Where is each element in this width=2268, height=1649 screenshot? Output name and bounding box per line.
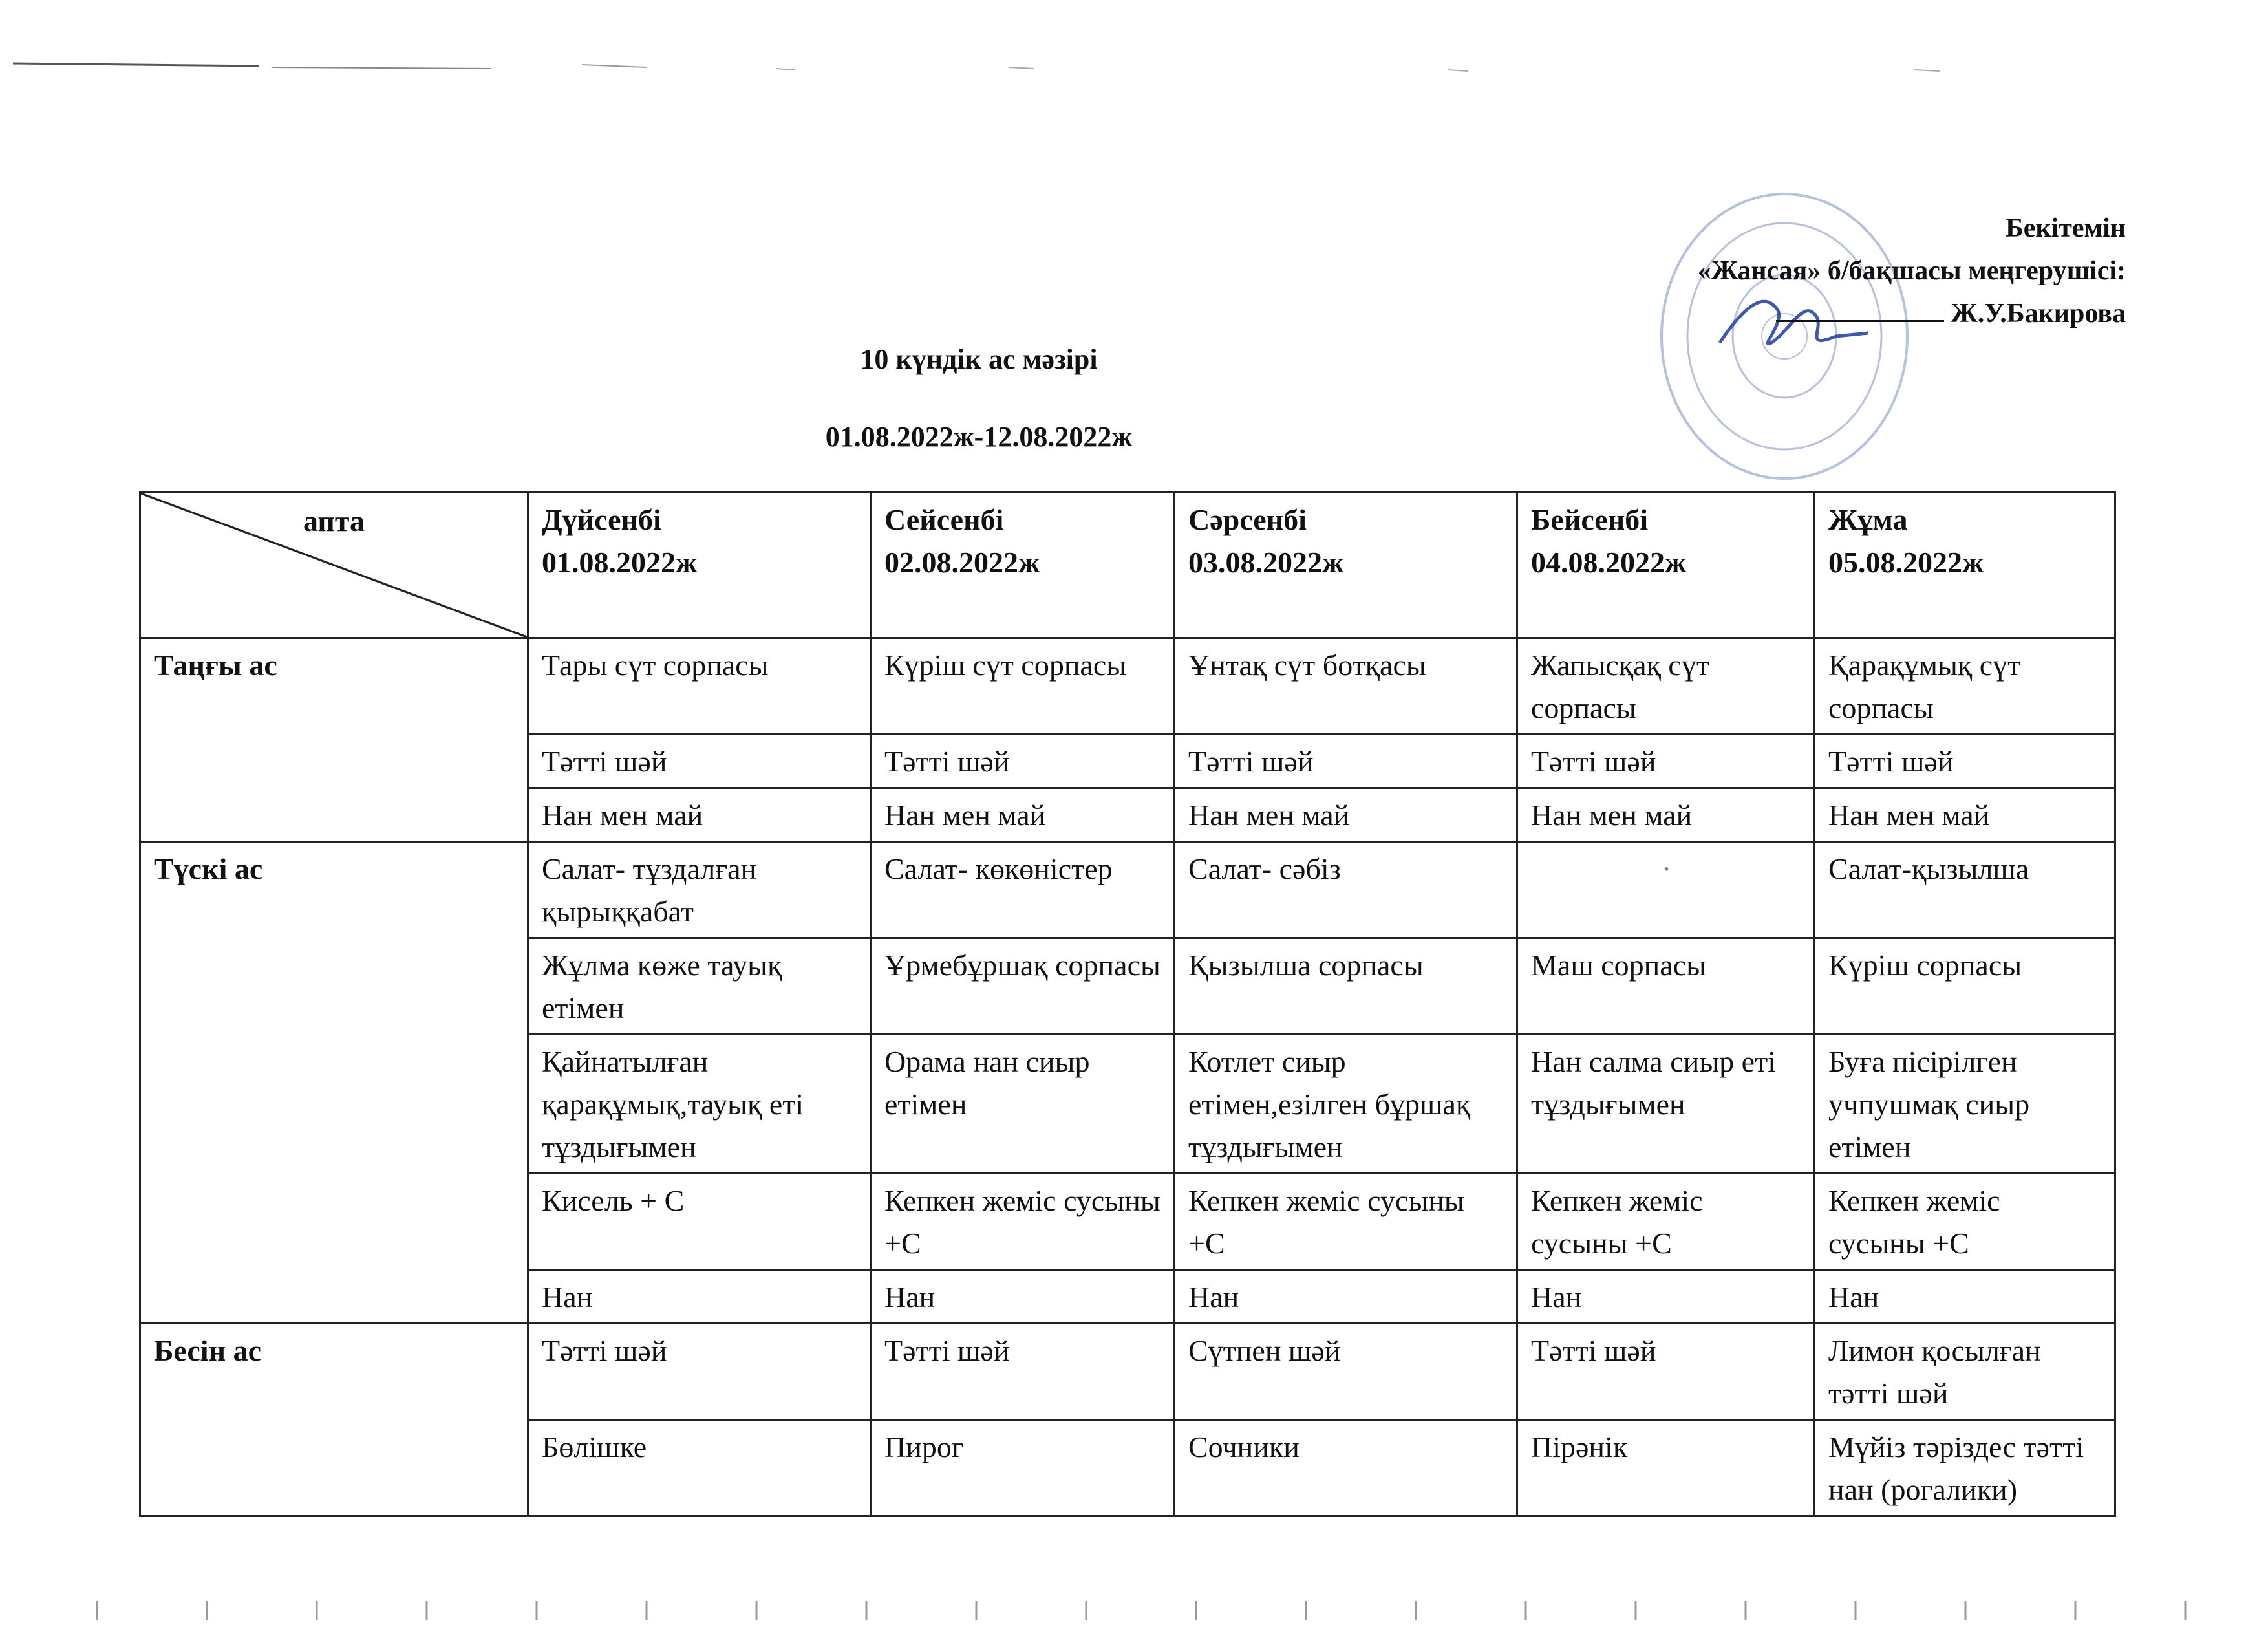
approval-heading: Бекітемін xyxy=(2005,213,2126,243)
table-row xyxy=(140,638,2115,735)
menu-cell: Тәтті шәй xyxy=(1517,735,1815,788)
menu-cell: Лимон қосылған тәтті шәй xyxy=(1815,1324,2115,1420)
table-row xyxy=(140,842,2115,938)
day-header-tuesday xyxy=(871,493,1175,638)
menu-cell: Котлет сиыр етімен,езілген бұршақ тұздығымен xyxy=(1175,1035,1517,1174)
table-row xyxy=(140,1324,2115,1420)
day-name: Сейсенбі xyxy=(884,503,1004,536)
menu-cell: Күріш сүт сорпасы xyxy=(871,638,1175,735)
menu-cell: Бөлішке xyxy=(528,1420,871,1516)
day-date: 05.08.2022ж xyxy=(1828,546,1984,579)
day-date: 02.08.2022ж xyxy=(884,546,1040,579)
day-header-monday xyxy=(528,493,871,638)
menu-period: 01.08.2022ж-12.08.2022ж xyxy=(825,421,1133,453)
menu-cell: Нан мен май xyxy=(1815,788,2115,842)
menu-cell: Кепкен жеміс сусыны +С xyxy=(1175,1174,1517,1270)
menu-cell: Тәтті шәй xyxy=(1815,735,2115,788)
menu-cell: Нан мен май xyxy=(871,788,1175,842)
signature-line xyxy=(1776,301,1944,322)
menu-cell: Тары сүт сорпасы xyxy=(528,638,871,735)
approval-name: Ж.У.Бакирова xyxy=(1951,299,2126,329)
day-header-thursday xyxy=(1517,493,1815,638)
menu-table xyxy=(139,491,2116,1517)
menu-cell: Кепкен жеміс сусыны +С xyxy=(1517,1174,1815,1270)
day-name: Дүйсенбі xyxy=(542,503,661,536)
menu-cell: Тәтті шәй xyxy=(871,1324,1175,1420)
scan-noise-top xyxy=(0,45,2268,84)
menu-cell: Қайнатылған қарақұмық,тауық еті тұздығымен xyxy=(528,1035,871,1174)
approval-position: «Жансая» б/бақшасы меңгерушісі: xyxy=(1697,256,2126,286)
meal-breakfast: Таңғы ас xyxy=(140,638,528,842)
menu-cell: Ұрмебұршақ сорпасы xyxy=(871,938,1175,1035)
menu-cell: Салат- тұздалған қырыққабат xyxy=(528,842,871,938)
menu-cell: Нан xyxy=(528,1270,871,1324)
menu-cell: Ұнтақ сүт ботқасы xyxy=(1175,638,1517,735)
day-name: Сәрсенбі xyxy=(1188,503,1307,536)
menu-cell: Нан мен май xyxy=(1517,788,1815,842)
menu-cell: Тәтті шәй xyxy=(1517,1324,1815,1420)
day-header-wednesday xyxy=(1175,493,1517,638)
menu-cell: Салат-қызылша xyxy=(1815,842,2115,938)
day-name: Бейсенбі xyxy=(1531,503,1649,536)
week-label: апта xyxy=(303,504,365,537)
approval-block xyxy=(1698,207,2126,335)
menu-cell: Күріш сорпасы xyxy=(1815,938,2115,1035)
menu-cell: Мүйіз тәріздес тәтті нан (рогалики) xyxy=(1815,1420,2115,1516)
menu-cell: Маш сорпасы xyxy=(1517,938,1815,1035)
menu-cell: Салат- көкөністер xyxy=(871,842,1175,938)
day-date: 01.08.2022ж xyxy=(542,546,698,579)
day-date: 03.08.2022ж xyxy=(1188,546,1344,579)
menu-cell: Жұлма көже тауық етімен xyxy=(528,938,871,1035)
menu-cell: Буға пісірілген учпушмақ сиыр етімен xyxy=(1815,1035,2115,1174)
menu-cell: Сочники xyxy=(1175,1420,1517,1516)
menu-cell: Нан xyxy=(1815,1270,2115,1324)
menu-cell: Кепкен жеміс сусыны +С xyxy=(871,1174,1175,1270)
menu-cell: Нан салма сиыр еті тұздығымен xyxy=(1517,1035,1815,1174)
menu-cell: Нан мен май xyxy=(1175,788,1517,842)
menu-cell-empty xyxy=(1517,842,1815,938)
menu-cell: Пірәнік xyxy=(1517,1420,1815,1516)
day-date: 04.08.2022ж xyxy=(1531,546,1687,579)
meal-afternoon: Бесін ас xyxy=(140,1324,528,1516)
menu-cell: Нан xyxy=(1517,1270,1815,1324)
menu-cell: Тәтті шәй xyxy=(1175,735,1517,788)
scan-noise-bottom xyxy=(0,1597,2268,1636)
menu-cell: Тәтті шәй xyxy=(871,735,1175,788)
header-row xyxy=(140,493,2115,638)
page-title: 10 күндік ас мәзірі xyxy=(860,343,1098,375)
corner-cell xyxy=(140,493,528,638)
menu-cell: Орама нан сиыр етімен xyxy=(871,1035,1175,1174)
meal-lunch: Түскі ас xyxy=(140,842,528,1324)
menu-cell: Пирог xyxy=(871,1420,1175,1516)
menu-cell: Нан xyxy=(1175,1270,1517,1324)
day-name: Жұма xyxy=(1828,503,1908,536)
menu-cell: Нан мен май xyxy=(528,788,871,842)
dot-mark: · xyxy=(1661,852,1672,885)
menu-cell: Кепкен жеміс сусыны +С xyxy=(1815,1174,2115,1270)
menu-cell: Кисель + С xyxy=(528,1174,871,1270)
menu-cell: Нан xyxy=(871,1270,1175,1324)
menu-cell: Сүтпен шәй xyxy=(1175,1324,1517,1420)
menu-cell: Қызылша сорпасы xyxy=(1175,938,1517,1035)
menu-cell: Тәтті шәй xyxy=(528,1324,871,1420)
menu-cell: Қарақұмық сүт сорпасы xyxy=(1815,638,2115,735)
day-header-friday xyxy=(1815,493,2115,638)
menu-cell: Жапысқақ сүт сорпасы xyxy=(1517,638,1815,735)
approval-signatory xyxy=(1698,292,2126,335)
menu-cell: Тәтті шәй xyxy=(528,735,871,788)
menu-cell: Салат- сәбіз xyxy=(1175,842,1517,938)
